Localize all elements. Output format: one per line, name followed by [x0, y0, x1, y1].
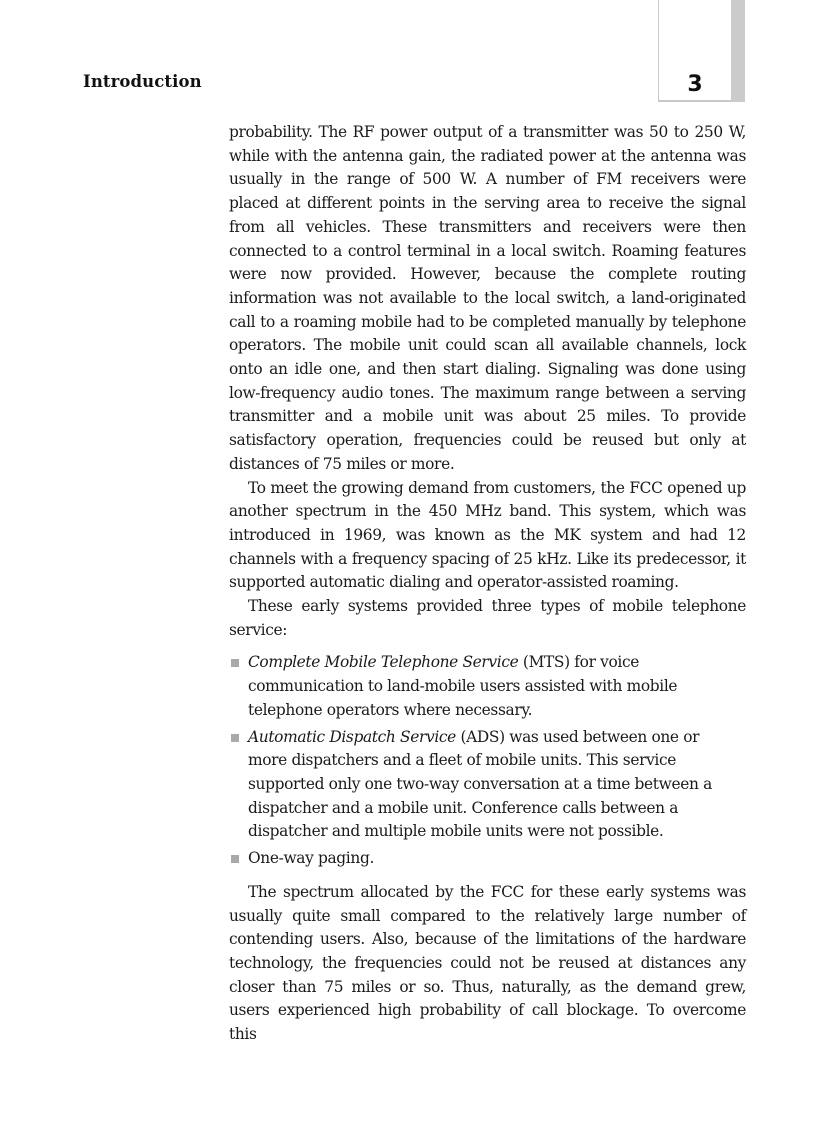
page-tab-edge [731, 0, 745, 102]
page-tab-panel [658, 0, 731, 102]
square-bullet-icon [231, 734, 239, 742]
body-text [229, 121, 746, 1047]
list-item [229, 651, 728, 722]
paragraph-450mhz: To meet the growing demand from customers, the FCC opened up another spectrum in the 450 MHz band. This system, which was introduced in 1969, was known as the MK system and had 12 channels with a frequency spacing of 25 kHz. Like its predecessor, it supported automatic dialing and operator-assisted roaming. [229, 478, 746, 592]
running-head-title: Introduction [83, 72, 202, 91]
service-term: Automatic Dispatch Service [248, 727, 456, 746]
page-number-tab [658, 0, 745, 100]
paragraph-continued: probability. The RF power output of a transmitter was 50 to 250 W, while with the antenna gain, the radiated power at the antenna was usually in the range of 500 W. A number of FM receivers were placed at different points in the serving area to receive the signal from all vehicles. These transmitters and receivers were then connected to a control terminal in a local switch. Roaming features were now provided. However, because the complete routing information was not available to the local switch, a land-originated call to a roaming mobile had to be completed manually by telephone operators. The mobile unit could scan all available channels, lock onto an idle one, and then start dialing. Signaling was done using low-frequency audio tones. The maximum range between a serving transmitter and a mobile unit was about 25 miles. To provide satisfactory operation, frequencies could be reused but only at distances of 75 miles or more. [229, 123, 746, 473]
service-description: One-way paging. [248, 849, 374, 868]
list-item [229, 847, 728, 871]
square-bullet-icon [231, 659, 239, 667]
page-number: 3 [687, 72, 703, 97]
square-bullet-icon [231, 855, 239, 863]
list-item [229, 726, 728, 845]
paragraph-spectrum: The spectrum allocated by the FCC for these early systems was usually quite small compared to the relatively large number of contending users. Also, because of the limitations of the hardware technology, the frequencies could not be reused at distances any closer than 75 miles or so. Thus, naturally, as the demand grew, users experienced high probability of call blockage. To overcome this [229, 882, 746, 1044]
service-description: (ADS) was used between one or more dispatchers and a fleet of mobile units. This service supported only one two-way conversation at a time between a dispatcher and a mobile unit. Conference calls between a dispatcher and multiple mobile units were not possible. [248, 727, 712, 841]
service-list [229, 651, 746, 870]
service-description: (MTS) for voice communication to land-mobile users assisted with mobile telephone operators where necessary. [248, 653, 678, 719]
service-term: Complete Mobile Telephone Service [248, 653, 519, 672]
paragraph-service-types: These early systems provided three types of mobile telephone service: [229, 597, 746, 639]
